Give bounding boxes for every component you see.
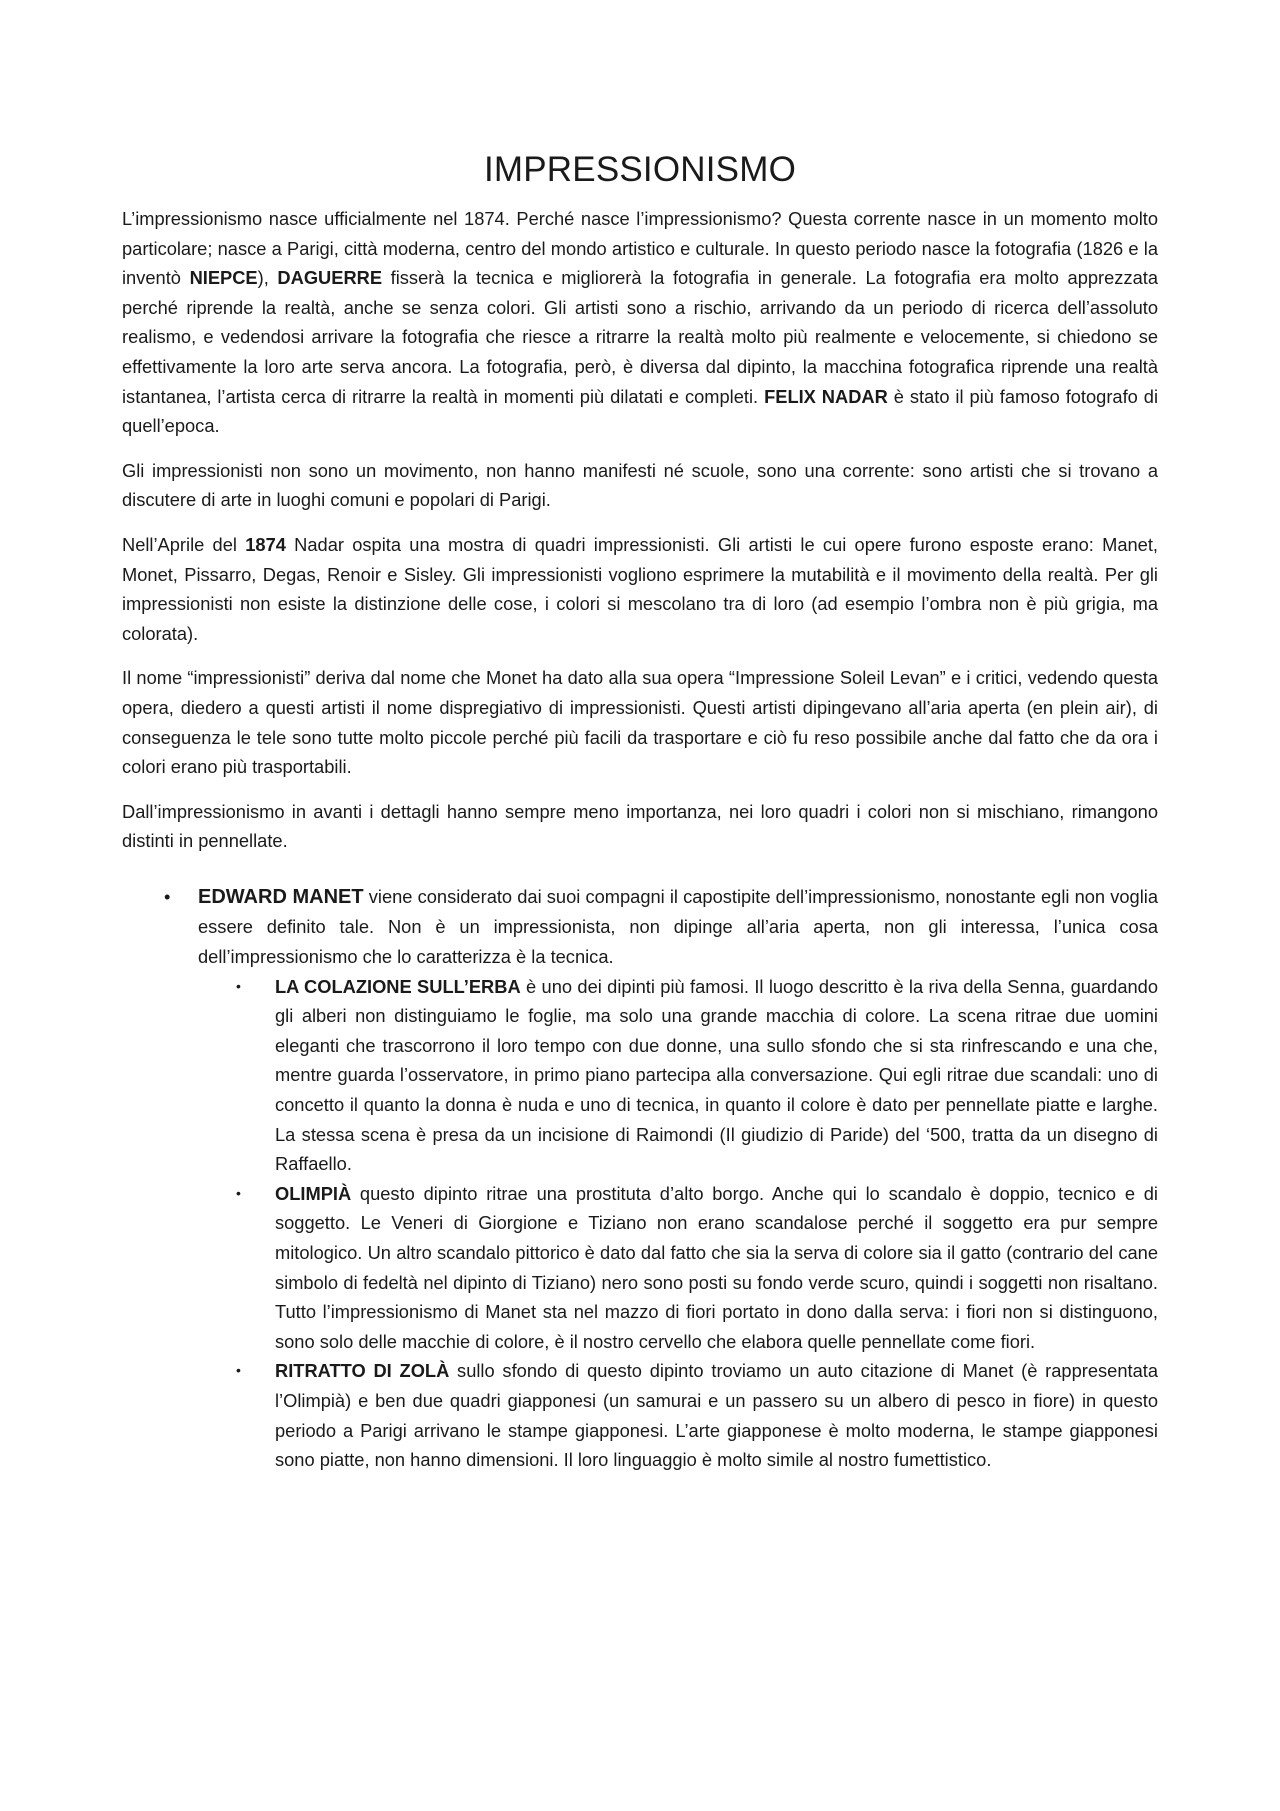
paragraph-details: Dall’impressionismo in avanti i dettagli hanno sempre meno importanza, nei loro quadri i colori non si mischiano, rimangono distinti in pennellate.: [122, 800, 1158, 852]
manet-text: viene considerato dai suoi compagni il capostipite dell’impressionismo, nonostante egli non voglia essere definito tale. Non è un impressionista, non dipinge all’aria aperta, non gli interessa, l’unica cosa dell’impressionismo che lo caratterizza è la tecnica.: [198, 885, 1158, 968]
work-name: OLIMPIÀ: [275, 1182, 352, 1204]
bullet-icon: •: [236, 977, 241, 994]
exhibition-text-a: Nell’Aprile del: [122, 533, 246, 555]
exhibition-text-c: Nadar ospita una mostra di quadri impressionisti. Gli artisti le cui opere furono esposte erano: Manet, Monet, Pissarro, Degas, Renoir e Sisley. Gli impressionisti vogliono esprimere la mutabilità e il movimento della realtà. Per gli impressionisti non esiste la distinzione delle cose, i colori si mescolano tra di loro (ad esempio l’ombra non è più grigia, ma colorata).: [122, 533, 1158, 644]
intro-bold-niepce: NIEPCE: [189, 267, 258, 289]
intro-bold-daguerre: DAGUERRE: [277, 267, 383, 289]
paragraph-movement: Gli impressionisti non sono un movimento, non hanno manifesti né scuole, sono una corrente: sono artisti che si trovano a discutere di arte in luoghi comuni e popolari di Parigi.: [122, 459, 1158, 511]
list-item-work: [198, 1356, 1158, 1474]
paragraph-exhibition: [122, 530, 1158, 648]
document-page: [122, 150, 1158, 1475]
intro-text-c: ),: [257, 267, 278, 289]
list-item-work: [198, 1179, 1158, 1357]
paragraph-name-origin: Il nome “impressionisti” deriva dal nome che Monet ha dato alla sua opera “Impressione Soleil Levan” e i critici, vedendo questa opera, diedero a questi artisti il nome dispregiativo di impressionisti. Questi artisti dipingevano all’aria aperta (en plein air), di conseguenza le tele sono tutte molto piccole perché più facili da trasportare e ciò fu reso possibile anche dal fatto che da ora i colori erano più trasportabili.: [122, 667, 1158, 778]
document-title: IMPRESSIONISMO: [483, 150, 796, 189]
list-item-manet: [122, 882, 1158, 1475]
work-text: sullo sfondo di questo dipinto troviamo un auto citazione di Manet (è rappresentata l’Olimpià) e ben due quadri giapponesi (un samurai e un passero su un albero di pesco in fiore) in questo periodo a Parigi arrivano le stampe giapponesi. L’arte giapponese è molto moderna, le stampe giapponesi sono piatte, non hanno dimensioni. Il loro linguaggio è molto simile al nostro fumettistico.: [275, 1360, 1158, 1471]
intro-text-d: fisserà la tecnica e migliorerà la fotografia in generale. La fotografia era molto apprezzata perché riprende la realtà, anche se senza colori. Gli artisti sono a rischio, arrivando da un periodo di ricerca dell’assoluto realismo, e vedendosi arrivare la fotografia che riesce a ritrarre la realtà molto più realmente e velocemente, si chiedono se effettivamente la loro arte serva ancora. La fotografia, però, è diversa dal dipinto, la macchina fotografica riprende una realtà istantanea, l’artista cerca di ritrarre la realtà in momenti più dilatati e completi.: [122, 267, 1159, 407]
work-name: LA COLAZIONE SULL’ERBA: [275, 975, 521, 997]
artist-list: [122, 882, 1158, 1475]
bullet-icon: •: [236, 1184, 241, 1201]
intro-text-e: è stato il più famoso fotografo di quell’epoca.: [122, 385, 1159, 437]
work-name: RITRATTO DI ZOLÀ: [275, 1360, 450, 1382]
bullet-icon: •: [236, 1362, 241, 1379]
work-text: questo dipinto ritrae una prostituta d’alto borgo. Anche qui lo scandalo è doppio, tecnico e di soggetto. Le Veneri di Giorgione e Tiziano non erano scandalose perché il soggetto era pur sempre mitologico. Un altro scandalo pittorico è dato dal fatto che sia la serva di colore sia il gatto (contrario del cane simbolo di fedeltà nel dipinto di Tiziano) nero sono posti su fondo verde scuro, quindi i soggetti non risaltano. Tutto l’impressionismo di Manet sta nel mazzo di fiori portato in dono dalla serva: i fiori non si distinguono, sono solo delle macchie di colore, è il nostro cervello che elabora quelle pennellate come fiori.: [275, 1182, 1158, 1352]
intro-text-a: L’impressionismo nasce ufficialmente nel 1874. Perché nasce l’impressionismo? Questa corrente nasce in un momento molto particolare; nasce a Parigi, città moderna, centro del mondo artistico e culturale. In questo periodo nasce la fotografia (1826 e la inventò: [122, 208, 1158, 289]
intro-bold-nadar: FELIX NADAR: [764, 385, 888, 407]
work-text: è uno dei dipinti più famosi. Il luogo descritto è la riva della Senna, guardando gli alberi non distinguiamo le foglie, ma solo una grande macchia di colore. La scena ritrae due uomini eleganti che trascorrono il loro tempo con due donne, una sullo sfondo che si sta rinfrescando e una che, mentre guarda l’osservatore, in primo piano partecipa alla conversazione. Qui egli ritrae due scandali: uno di concetto il quanto la donna è nuda e uno di tecnica, in quanto il colore è dato per pennellate piatte e larghe. La stessa scena è presa da un incisione di Raimondi (Il giudizio di Paride) del ‘500, tratta da un disegno di Raffaello.: [275, 975, 1159, 1175]
bullet-icon: •: [164, 885, 171, 907]
list-item-work: [198, 972, 1158, 1179]
manet-name: EDWARD MANET: [198, 885, 364, 908]
exhibition-bold-year: 1874: [245, 533, 286, 555]
manet-works-list: [198, 972, 1158, 1475]
paragraph-intro: [122, 204, 1158, 441]
